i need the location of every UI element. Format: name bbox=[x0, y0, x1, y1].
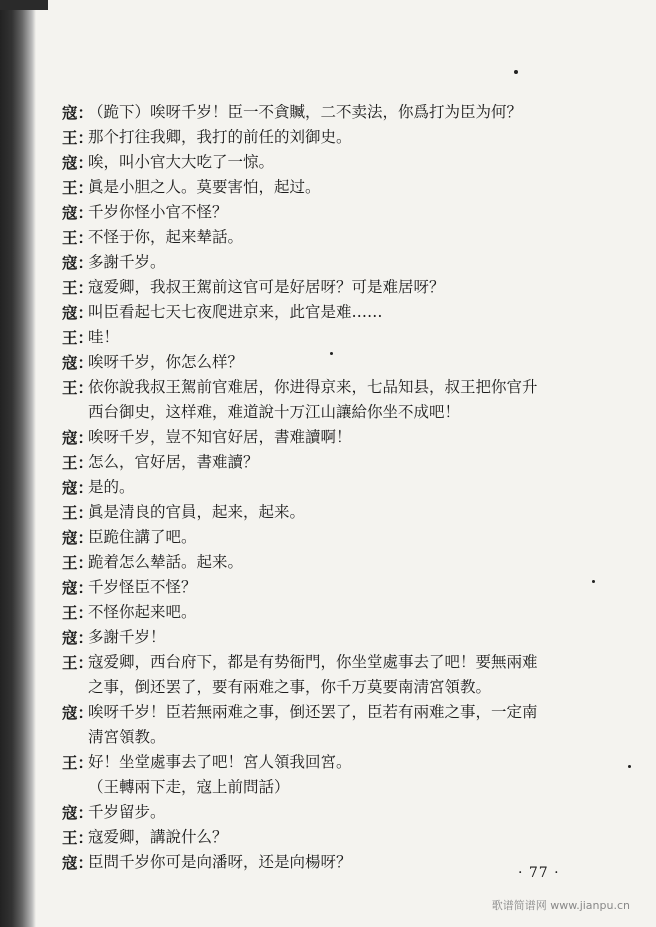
script-line bbox=[62, 700, 622, 725]
script-line bbox=[62, 625, 622, 650]
line-text: 依你說我叔王駕前官难居，你进得京来，七品知县，叔王把你官升 bbox=[88, 378, 538, 396]
line-text: （王轉兩下走，寇上前問話） bbox=[88, 778, 290, 796]
script-line bbox=[62, 750, 622, 775]
script-line bbox=[62, 450, 622, 475]
line-text: 多謝千岁。 bbox=[88, 253, 166, 271]
line-text: 是的。 bbox=[88, 478, 135, 496]
script-line bbox=[62, 525, 622, 550]
line-text: 西台御史，这样难，难道說十万江山讓給你坐不成吧！ bbox=[88, 403, 461, 421]
line-text: 唉呀千岁，豈不知官好居，書难讀啊！ bbox=[88, 428, 352, 446]
speaker-label: 寇： bbox=[62, 353, 94, 372]
line-text: 千岁留步。 bbox=[88, 803, 166, 821]
script-line-continuation bbox=[62, 400, 622, 425]
speaker-label: 寇： bbox=[62, 578, 94, 597]
speaker-label: 王： bbox=[62, 553, 94, 572]
line-text: 多謝千岁！ bbox=[88, 628, 166, 646]
script-line bbox=[62, 575, 622, 600]
script-line bbox=[62, 250, 622, 275]
script-line bbox=[62, 550, 622, 575]
line-text: 千岁怪臣不怪？ bbox=[88, 578, 197, 596]
speaker-label: 寇： bbox=[62, 203, 94, 222]
line-text: 唉呀千岁，你怎么样？ bbox=[88, 353, 244, 371]
speaker-label: 王： bbox=[62, 228, 94, 247]
line-text: 眞是清良的官員，起来，起来。 bbox=[88, 503, 306, 521]
speaker-label: 王： bbox=[62, 328, 94, 347]
speaker-label: 王： bbox=[62, 603, 94, 622]
line-text: 寇爱卿，西台府下，都是有势衙門，你坐堂處事去了吧！要無兩难 bbox=[88, 653, 538, 671]
speaker-label: 寇： bbox=[62, 853, 94, 872]
speaker-label: 寇： bbox=[62, 153, 94, 172]
script-line-continuation bbox=[62, 675, 622, 700]
speaker-label: 寇： bbox=[62, 628, 94, 647]
line-text: 怎么，官好居，書难讀？ bbox=[88, 453, 259, 471]
line-text: 不怪于你，起来辇話。 bbox=[88, 228, 244, 246]
script-line bbox=[62, 225, 622, 250]
speaker-label: 寇： bbox=[62, 103, 94, 122]
script-line bbox=[62, 650, 622, 675]
speaker-label: 寇： bbox=[62, 428, 94, 447]
script-line bbox=[62, 425, 622, 450]
speaker-label: 寇： bbox=[62, 253, 94, 272]
book-binding-shadow bbox=[0, 0, 36, 927]
script-line bbox=[62, 600, 622, 625]
script-line bbox=[62, 800, 622, 825]
line-text: 跪着怎么辇話。起来。 bbox=[88, 553, 244, 571]
script-line bbox=[62, 825, 622, 850]
line-text: （跪下）唉呀千岁！臣一不貪贓，二不卖法，你爲打为臣为何？ bbox=[88, 103, 523, 121]
speaker-label: 王： bbox=[62, 503, 94, 522]
print-speck bbox=[592, 580, 595, 583]
print-speck bbox=[514, 70, 518, 74]
speaker-label: 寇： bbox=[62, 803, 94, 822]
script-line bbox=[62, 275, 622, 300]
speaker-label: 寇： bbox=[62, 478, 94, 497]
print-speck bbox=[330, 352, 333, 355]
stage-direction bbox=[62, 775, 622, 800]
line-text: 哇！ bbox=[88, 328, 120, 346]
line-text: 臣跪住講了吧。 bbox=[88, 528, 197, 546]
script-line bbox=[62, 150, 622, 175]
line-text: 叫臣看起七天七夜爬进京来，此官是难…… bbox=[88, 303, 383, 321]
script-line bbox=[62, 325, 622, 350]
speaker-label: 寇： bbox=[62, 703, 94, 722]
script-line bbox=[62, 125, 622, 150]
binding-top-edge bbox=[0, 0, 48, 10]
speaker-label: 王： bbox=[62, 128, 94, 147]
script-line bbox=[62, 200, 622, 225]
line-text: 唉，叫小官大大吃了一惊。 bbox=[88, 153, 275, 171]
script-line bbox=[62, 475, 622, 500]
line-text: 不怪你起来吧。 bbox=[88, 603, 197, 621]
print-speck bbox=[628, 765, 631, 768]
speaker-label: 王： bbox=[62, 378, 94, 397]
script-line bbox=[62, 500, 622, 525]
line-text: 淸宮領教。 bbox=[88, 728, 166, 746]
line-text: 唉呀千岁！臣若無兩难之事，倒还罢了，臣若有兩难之事，一定南 bbox=[88, 703, 538, 721]
line-text: 寇爱卿，講說什么？ bbox=[88, 828, 228, 846]
script-line bbox=[62, 100, 622, 125]
line-text: 臣問千岁你可是向潘呀，还是向楊呀？ bbox=[88, 853, 352, 871]
speaker-label: 寇： bbox=[62, 303, 94, 322]
line-text: 千岁你怪小官不怪？ bbox=[88, 203, 228, 221]
script-text-block bbox=[62, 100, 622, 875]
page-number: · 77 · bbox=[518, 865, 560, 881]
script-line bbox=[62, 300, 622, 325]
speaker-label: 王： bbox=[62, 753, 94, 772]
speaker-label: 王： bbox=[62, 653, 94, 672]
speaker-label: 王： bbox=[62, 828, 94, 847]
script-line bbox=[62, 350, 622, 375]
speaker-label: 王： bbox=[62, 453, 94, 472]
site-watermark: 歌谱简谱网 www.jianpu.cn bbox=[491, 899, 630, 912]
script-line bbox=[62, 375, 622, 400]
speaker-label: 寇： bbox=[62, 528, 94, 547]
speaker-label: 王： bbox=[62, 178, 94, 197]
script-line-continuation bbox=[62, 725, 622, 750]
line-text: 那个打往我卿，我打的前任的刘御史。 bbox=[88, 128, 352, 146]
line-text: 之事，倒还罢了，要有兩难之事，你千万莫要南淸宮領教。 bbox=[88, 678, 492, 696]
line-text: 眞是小胆之人。莫要害怕，起过。 bbox=[88, 178, 321, 196]
line-text: 寇爱卿，我叔王駕前这官可是好居呀？可是难居呀？ bbox=[88, 278, 445, 296]
script-line bbox=[62, 175, 622, 200]
line-text: 好！坐堂處事去了吧！宮人領我回宮。 bbox=[88, 753, 352, 771]
speaker-label: 王： bbox=[62, 278, 94, 297]
